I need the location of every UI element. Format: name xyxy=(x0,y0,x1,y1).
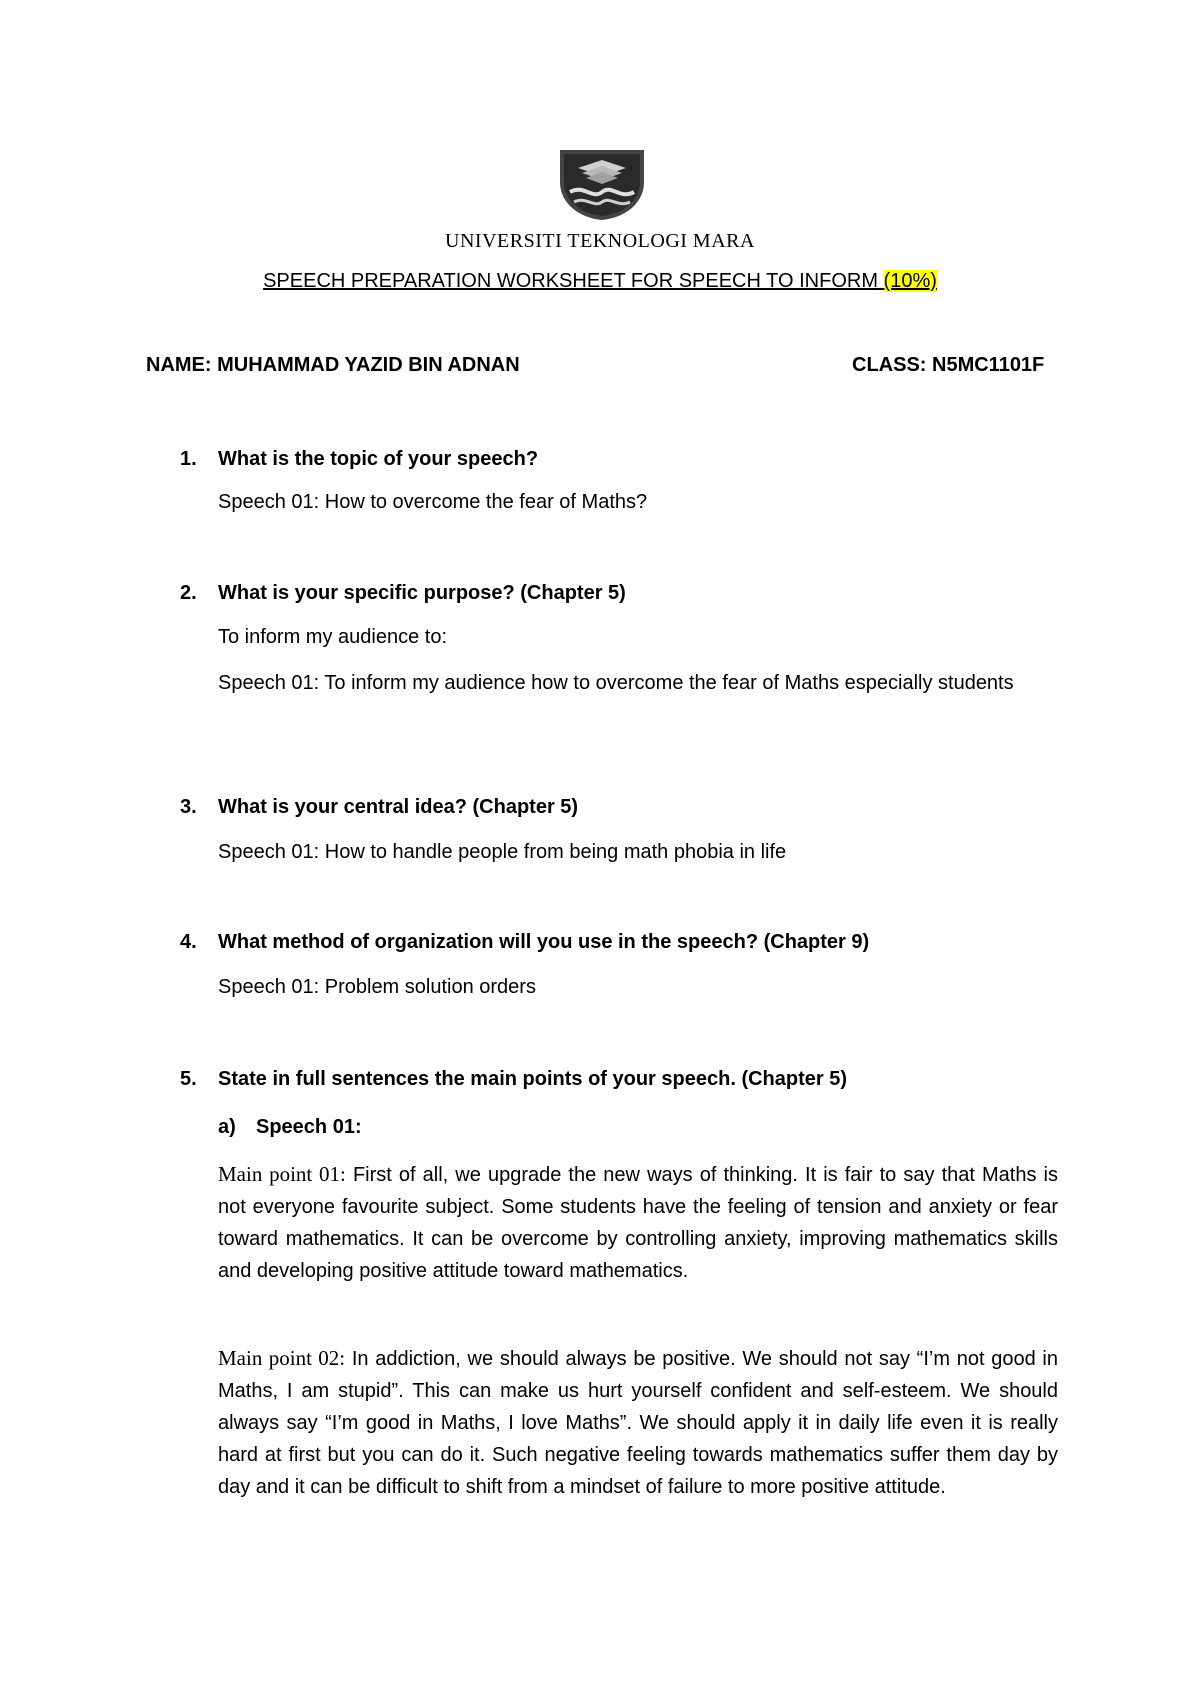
question-text: What method of organization will you use in the speech? (Chapter 9) xyxy=(218,931,870,953)
answer-3: Speech 01: How to handle people from being math phobia in life xyxy=(218,841,787,863)
worksheet-title-main: SPEECH PREPARATION WORKSHEET FOR SPEECH TO INFORM xyxy=(263,270,884,292)
university-name: UNIVERSITI TEKNOLOGI MARA xyxy=(445,230,755,252)
question-number: 4. xyxy=(180,931,197,953)
question-number: 1. xyxy=(180,448,197,470)
question-text: What is your central idea? (Chapter 5) xyxy=(218,796,579,818)
uitm-logo-icon xyxy=(556,146,648,222)
student-class: CLASS: N5MC1101F xyxy=(852,354,1045,376)
student-name: NAME: MUHAMMAD YAZID BIN ADNAN xyxy=(146,354,520,376)
main-point-lead: Main point 02: xyxy=(218,1346,346,1370)
worksheet-title xyxy=(0,270,1200,293)
question-4 xyxy=(180,931,869,954)
worksheet-title-weight: (10%) xyxy=(883,270,937,292)
question-number: 3. xyxy=(180,796,197,818)
main-point-1 xyxy=(218,1158,1058,1287)
main-point-lead: Main point 01: xyxy=(218,1162,346,1186)
main-point-text: In addiction, we should always be positive. We should not say “I’m not good in Maths, I am stupid”. This can make us hurt yourself confident and self-esteem. We should always say “I’m good in Maths, I love Maths”. We should apply it in daily life even it is really hard at first but you can do it. Such negative feeling towards mathematics suffer them day by day and it can be difficult to shift from a mindset of failure to more positive attitude. xyxy=(218,1348,1058,1498)
speech-subheading xyxy=(218,1116,362,1139)
question-number: 5. xyxy=(180,1068,197,1090)
question-text: State in full sentences the main points of your speech. (Chapter 5) xyxy=(218,1068,848,1090)
sub-label: Speech 01: xyxy=(256,1116,362,1138)
sub-number: a) xyxy=(218,1116,236,1138)
answer-2: Speech 01: To inform my audience how to overcome the fear of Maths especially students xyxy=(218,672,1014,694)
answer-2-intro: To inform my audience to: xyxy=(218,626,447,648)
answer-4: Speech 01: Problem solution orders xyxy=(218,976,536,998)
question-1 xyxy=(180,448,538,471)
question-2 xyxy=(180,582,626,605)
question-text: What is the topic of your speech? xyxy=(218,448,539,470)
main-point-2 xyxy=(218,1342,1058,1503)
question-number: 2. xyxy=(180,582,197,604)
answer-1: Speech 01: How to overcome the fear of Maths? xyxy=(218,491,648,513)
main-point-text: First of all, we upgrade the new ways of thinking. It is fair to say that Maths is not everyone favourite subject. Some students have the feeling of tension and anxiety or fear toward mathematics. It can be overcome by controlling anxiety, improving mathematics skills and developing positive attitude toward mathematics. xyxy=(218,1164,1058,1282)
question-5 xyxy=(180,1068,847,1091)
question-3 xyxy=(180,796,578,819)
question-text: What is your specific purpose? (Chapter 5) xyxy=(218,582,626,604)
